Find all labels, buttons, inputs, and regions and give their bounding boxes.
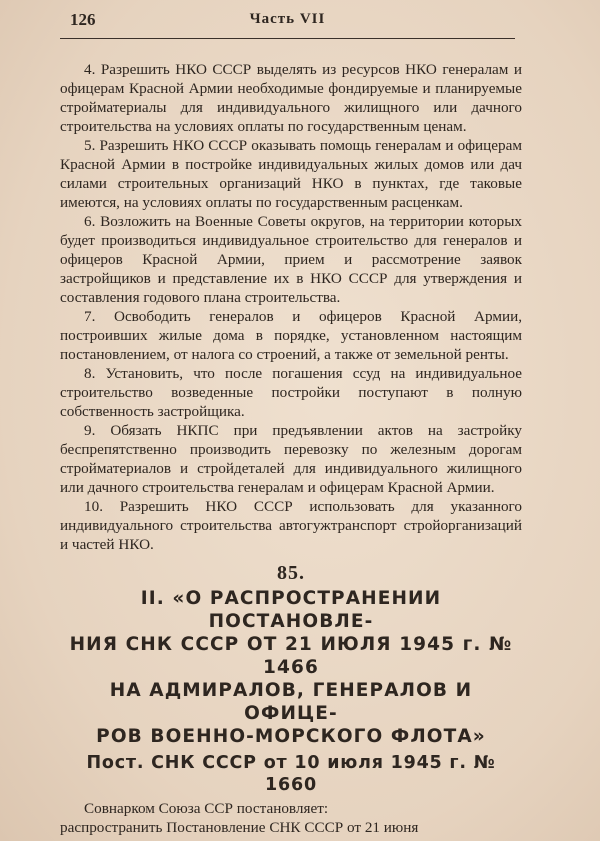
section-body-line: распространить Постановление СНК СССР от 21 июня bbox=[60, 819, 419, 836]
section-title-line: II. «О РАСПРОСТРАНЕНИИ ПОСТАНОВЛЕ- bbox=[140, 588, 442, 632]
section-title-line: НА АДМИРАЛОВ, ГЕНЕРАЛОВ И ОФИЦЕ- bbox=[109, 680, 473, 724]
section-title bbox=[60, 587, 522, 748]
section-body-line: Совнарком Союза ССР постановляет: bbox=[84, 800, 329, 817]
page-body bbox=[60, 60, 522, 837]
paragraph-5: 5. Разрешить НКО СССР оказывать помощь генералам и офицерам Красной Армии в постройке индивидуальных жилых домов или дач силами строительных организаций НКО в пунктах, где таковые имеются, на условиях оплаты по государственным расценкам. bbox=[60, 137, 522, 211]
paragraph-10: 10. Разрешить НКО СССР использовать для указанного индивидуального строительства автогужтранспорт стройорганизаций и частей НКО. bbox=[60, 498, 522, 553]
page-header bbox=[60, 10, 515, 38]
paragraph-8: 8. Установить, что после погашения ссуд на индивидуальное строительство возведенные постройки поступают в полную собственность застройщика. bbox=[60, 365, 522, 420]
section-title-line: РОВ ВОЕННО-МОРСКОГО ФЛОТА» bbox=[96, 726, 486, 747]
paragraph-7: 7. Освободить генералов и офицеров Красной Армии, построивших жилые дома в порядке, установленном настоящим постановлением, от налога со строений, а также от земельной ренты. bbox=[60, 308, 522, 363]
paragraph-6: 6. Возложить на Военные Советы округов, на территории которых будет производиться индивидуальное строительство для генералов и офицеров Красной Армии, прием и рассмотрение заявок застройщиков и представление их в НКО СССР для утверждения и составления годового плана строительства. bbox=[60, 213, 522, 306]
running-title: Часть VII bbox=[249, 11, 326, 27]
section-title-line: НИЯ СНК СССР ОТ 21 ИЮЛЯ 1945 г. № 1466 bbox=[69, 634, 513, 678]
page-number: 126 bbox=[70, 10, 96, 29]
header-rule bbox=[60, 38, 515, 39]
paragraph-4: 4. Разрешить НКО СССР выделять из ресурсов НКО генералам и офицерам Красной Армии необходимые фондируемые и планируемые стройматериалы для индивидуального жилищного или дачного строительства на условиях оплаты по государственным ценам. bbox=[60, 61, 522, 135]
section-number: 85. bbox=[277, 562, 305, 584]
paragraph-9: 9. Обязать НКПС при предъявлении актов на застройку беспрепятственно производить перевозку по железным дорогам стройматериалов и стройдеталей для индивидуального жилищного или дачного строительства генералам и офицерам Красной Армии. bbox=[60, 422, 522, 496]
section-subtitle: Пост. СНК СССР от 10 июля 1945 г. № 1660 bbox=[86, 753, 496, 795]
